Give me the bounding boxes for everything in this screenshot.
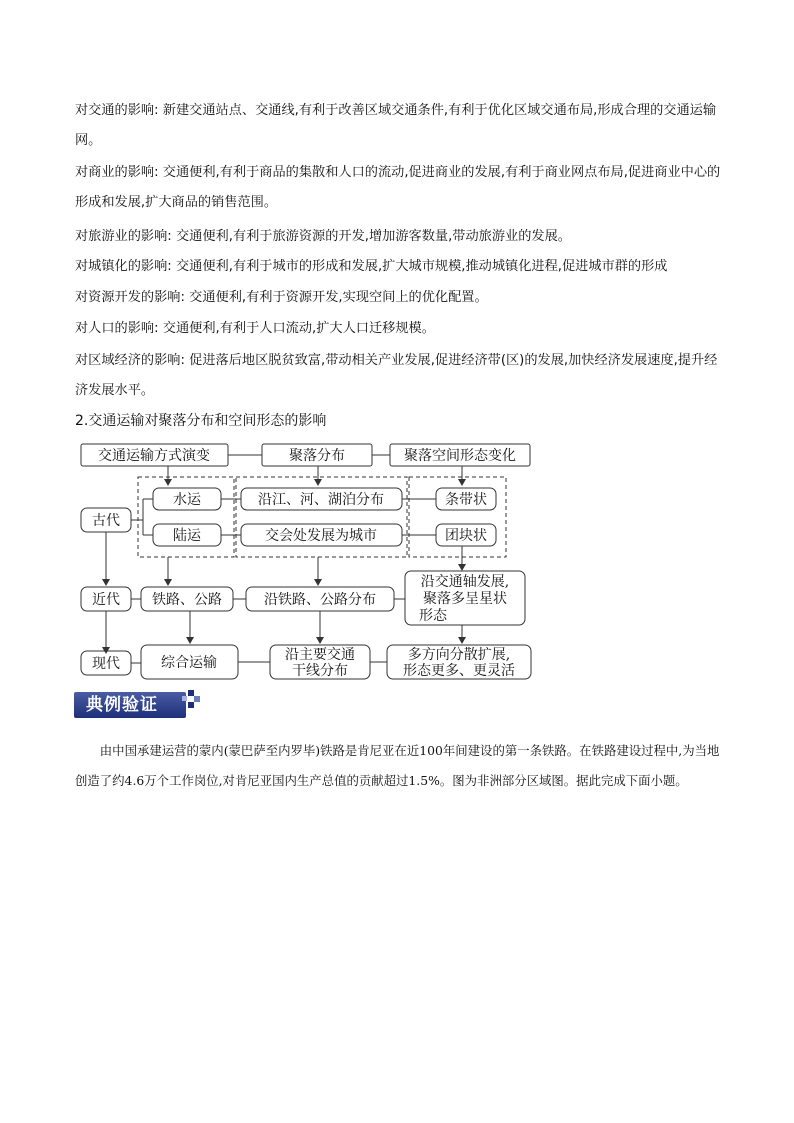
axis-star-form-line-1: 沿交通轴发展, xyxy=(420,574,510,590)
dispersed-form-line-1: 多方向分散扩展, xyxy=(407,647,511,663)
example-question-text: 由中国承建运营的蒙内(蒙巴萨至内罗毕)铁路是肯尼亚在近100年间建设的第一条铁路。在铁路建设过程中,为当地创造了约4.6万个工作岗位,对肯尼亚国内生产总值的贡献超过1.5%。图为非洲部分区域图。据此完成下面小题。 xyxy=(75,743,720,788)
ancient-form-group xyxy=(409,477,506,557)
settlement-flow-diagram xyxy=(0,435,794,695)
ancient-distribution-group xyxy=(236,477,407,557)
section-title: 2.交通运输对聚落分布和空间形态的影响 xyxy=(75,413,327,429)
impact-transport: 对交通的影响: 新建交通站点、交通线,有利于改善区域交通条件,有利于优化区域交通布局,形成合理的交通运输网。 xyxy=(75,103,717,148)
axis-star-form-line-2: 聚落多呈星状 xyxy=(423,591,507,607)
header-mode-label: 交通运输方式演变 xyxy=(98,448,210,464)
corner-squares-icon xyxy=(182,690,200,708)
impact-urbanization: 对城镇化的影响: 交通便利,有利于城市的形成和发展,扩大城市规模,推动城镇化进程,促进城市群的形成 xyxy=(75,259,668,274)
rail-road-distribution-label: 沿铁路、公路分布 xyxy=(264,592,376,608)
header-form-label: 聚落空间形态变化 xyxy=(404,448,516,464)
trunk-line-label-1: 沿主要交通 xyxy=(285,647,355,663)
cluster-form-label: 团块状 xyxy=(445,528,487,544)
land-transport-label: 陆运 xyxy=(173,528,201,544)
land-distribution-label: 交会处发展为城市 xyxy=(265,528,377,544)
water-transport-label: 水运 xyxy=(173,492,201,508)
ancient-mode-group xyxy=(138,477,234,557)
rail-road-label: 铁路、公路 xyxy=(152,592,222,608)
dispersed-form-line-2: 形态更多、更灵活 xyxy=(403,663,515,679)
trunk-line-label-2: 干线分布 xyxy=(292,663,348,679)
impact-regional-economy: 对区域经济的影响: 促进落后地区脱贫致富,带动相关产业发展,促进经济带(区)的发展,加快经济发展速度,提升经济发展水平。 xyxy=(75,353,718,398)
impact-commerce: 对商业的影响: 交通便利,有利于商品的集散和人口的流动,促进商业的发展,有利于商业网点布局,促进商业中心的形成和发展,扩大商品的销售范围。 xyxy=(75,165,721,210)
axis-star-form-line-3: 形态 xyxy=(419,608,447,624)
era-contemporary-label: 现代 xyxy=(92,656,120,672)
era-ancient-label: 古代 xyxy=(92,513,120,529)
era-modern-label: 近代 xyxy=(92,592,120,608)
integrated-transport-label: 综合运输 xyxy=(161,655,217,671)
impact-tourism: 对旅游业的影响: 交通便利,有利于旅游资源的开发,增加游客数量,带动旅游业的发展。 xyxy=(75,229,571,244)
impact-resources: 对资源开发的影响: 交通便利,有利于资源开发,实现空间上的优化配置。 xyxy=(75,290,488,305)
header-distribution-label: 聚落分布 xyxy=(289,448,345,464)
water-distribution-label: 沿江、河、湖泊分布 xyxy=(258,492,384,508)
example-banner xyxy=(74,690,198,720)
example-banner-label: 典例验证 xyxy=(74,692,186,718)
strip-form-label: 条带状 xyxy=(445,492,487,508)
impact-population: 对人口的影响: 交通便利,有利于人口流动,扩大人口迁移规模。 xyxy=(75,321,435,336)
